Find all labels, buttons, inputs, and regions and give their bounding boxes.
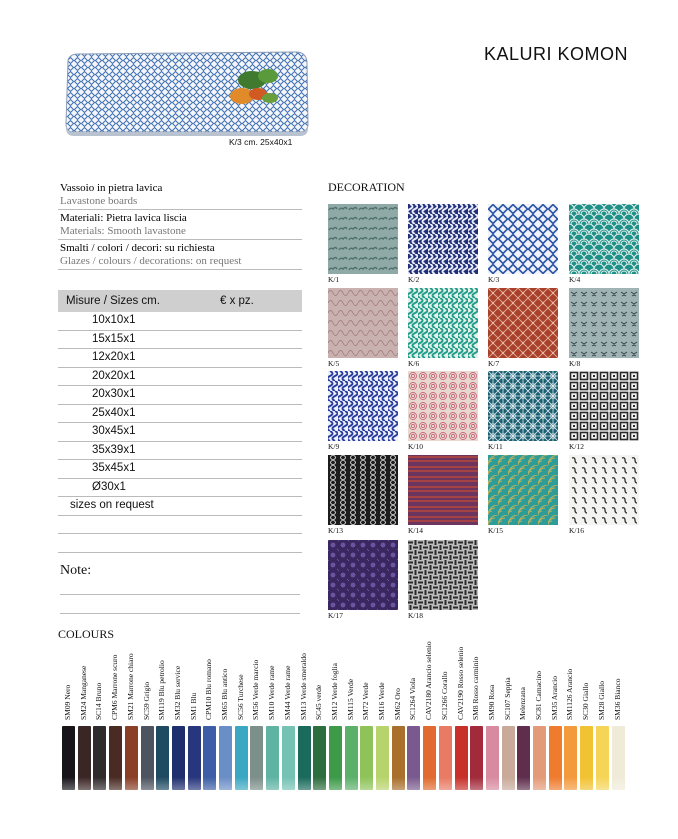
decoration-tile-label: K/15: [488, 526, 503, 535]
colour-name: SC1264 Viola: [408, 677, 418, 720]
colour-name: SM21 Marrone chiaro: [125, 653, 135, 720]
colour-swatch: [141, 726, 154, 790]
colour-swatch: [407, 726, 420, 790]
colour-name: CPM10 Blu romano: [204, 659, 214, 720]
colour-swatch: [329, 726, 342, 790]
colour-swatch: [188, 726, 201, 790]
decoration-tile-label: K/10: [408, 442, 423, 451]
colour-swatch: [219, 726, 232, 790]
colour-swatch: [376, 726, 389, 790]
colour-swatch: [298, 726, 311, 790]
decoration-tile-label: K/2: [408, 275, 420, 284]
size-row: 20x20x1: [58, 368, 302, 387]
size-row: 35x39x1: [58, 442, 302, 461]
colour-swatch: [612, 726, 625, 790]
colour-name: SM56 Verde marcio: [251, 659, 261, 720]
decoration-tile-label: K/9: [328, 442, 340, 451]
colour-name: SM8 Rosso carminio: [471, 656, 481, 720]
colour-swatch: [470, 726, 483, 790]
decoration-tile: [408, 204, 478, 274]
colour-name: SM13 Verde smeraldo: [298, 653, 308, 720]
colour-name: SM09 Nero: [63, 684, 72, 720]
colour-name: SC107 Seppia: [502, 677, 512, 720]
tray-photo: [60, 50, 310, 140]
tray-caption: K/3 cm. 25x40x1: [229, 137, 293, 147]
colour-name: SM10 Verde rame: [267, 665, 277, 720]
colour-swatch: [282, 726, 295, 790]
decoration-title: DECORATION: [328, 180, 405, 194]
colour-swatch: [502, 726, 515, 790]
description-it: Vassoio in pietra lavica: [60, 182, 163, 194]
description-en: Lavastone boards: [60, 195, 138, 207]
size-row: 25x40x1: [58, 405, 302, 424]
colour-name: SM24 Manganese: [78, 665, 88, 720]
decoration-tile-label: K/13: [328, 526, 343, 535]
colour-name: SC45 verde: [314, 684, 324, 720]
colour-swatch: [486, 726, 499, 790]
decoration-tile: [408, 455, 478, 525]
size-row-blank: [58, 516, 302, 535]
colour-swatch: [235, 726, 248, 790]
decoration-tile-label: K/4: [569, 275, 581, 284]
colour-name: SM72 Verde: [361, 682, 371, 720]
colour-swatch: [266, 726, 279, 790]
decoration-tile: [488, 204, 558, 274]
decoration-tile-label: K/3: [488, 275, 500, 284]
colour-name: SM12 Verde foglia: [329, 663, 339, 720]
decoration-tile: [328, 204, 398, 274]
sizes-table: [58, 290, 302, 553]
size-row-on-request: sizes on request: [58, 497, 302, 516]
colour-swatch: [109, 726, 122, 790]
sizes-header: [58, 290, 302, 312]
size-row: Ø30x1: [58, 479, 302, 498]
decoration-tile: [569, 371, 639, 441]
colour-swatch: [596, 726, 609, 790]
description-en: Glazes / colours / decorations: on request: [60, 255, 242, 267]
colour-swatch: [93, 726, 106, 790]
decoration-tile: [569, 288, 639, 358]
description-it: Smalti / colori / decori: su richiesta: [60, 242, 215, 254]
colour-name: SM44 Verde rame: [282, 665, 292, 720]
colour-name: SM62 Oro: [392, 688, 402, 720]
sizes-header-price: € x pz.: [220, 295, 254, 307]
decoration-tile: [569, 204, 639, 274]
colour-swatch: [423, 726, 436, 790]
colour-name: SM119 Blu petrolio: [157, 660, 167, 720]
description-row: [58, 180, 302, 210]
description-row: [58, 210, 302, 240]
decoration-tile: [328, 540, 398, 610]
colour-name: SC81 Camacino: [534, 671, 543, 720]
decoration-tile-label: K/18: [408, 611, 423, 620]
colour-name: SM16 Verde: [377, 682, 386, 720]
colour-swatch: [439, 726, 452, 790]
decoration-tile: [408, 288, 478, 358]
colour-name: SM65 Blu antico: [220, 668, 229, 720]
note-label: Note:: [60, 563, 92, 578]
note-line: [60, 613, 300, 614]
colour-swatch: [78, 726, 91, 790]
decoration-tile: [488, 455, 558, 525]
description-en: Materials: Smooth lavastone: [60, 225, 186, 237]
decoration-tile-label: K/7: [488, 359, 500, 368]
colour-name: SM1126 Arancio: [565, 668, 575, 720]
colour-swatch: [125, 726, 138, 790]
decoration-tile: [488, 288, 558, 358]
decoration-tile-label: K/8: [569, 359, 581, 368]
description-it: Materiali: Pietra lavica liscia: [60, 212, 187, 224]
size-row-blank: [58, 534, 302, 553]
size-row: 12x20x1: [58, 349, 302, 368]
decoration-tile-label: K/17: [328, 611, 343, 620]
page-title: KALURI KOMON: [484, 44, 629, 64]
colour-name: SM1 Blu: [188, 692, 198, 720]
size-row: 30x45x1: [58, 423, 302, 442]
colour-swatch: [345, 726, 358, 790]
colour-swatch: [313, 726, 326, 790]
decoration-tile: [408, 540, 478, 610]
decoration-tile: [328, 455, 398, 525]
colour-swatch: [455, 726, 468, 790]
colour-swatch: [156, 726, 169, 790]
colour-swatch: [203, 726, 216, 790]
decoration-tile-label: K/14: [408, 526, 423, 535]
colour-name: Melenzana: [518, 687, 528, 720]
colour-name: CPM6 Marrone scuro: [110, 654, 120, 720]
colour-swatch: [549, 726, 562, 790]
description-block: [58, 180, 302, 270]
description-row: [58, 240, 302, 270]
colour-name: CAV2180 Arancio selenio: [424, 641, 434, 720]
decoration-tile-label: K/11: [488, 442, 503, 451]
decoration-tile-label: K/1: [328, 275, 340, 284]
note-line: [60, 594, 300, 595]
colour-swatch: [533, 726, 546, 790]
decoration-tile-label: K/5: [328, 359, 340, 368]
colour-swatch: [517, 726, 530, 790]
colour-name: SM35 Arancio: [549, 676, 559, 720]
decoration-tile: [408, 371, 478, 441]
colour-name: SC56 Turchese: [235, 674, 245, 720]
colour-name: SC30 Giallo: [581, 682, 591, 720]
decoration-tile: [569, 455, 639, 525]
colour-name: SM28 Giallo: [596, 681, 606, 720]
colour-name: SM90 Rosa: [486, 684, 496, 720]
colour-swatch: [172, 726, 185, 790]
colour-swatch: [580, 726, 593, 790]
size-row: 15x15x1: [58, 331, 302, 350]
colour-swatch: [360, 726, 373, 790]
colour-swatch: [62, 726, 75, 790]
colours-title: COLOURS: [58, 627, 115, 641]
size-row: 35x45x1: [58, 460, 302, 479]
colour-swatch: [392, 726, 405, 790]
size-row: 10x10x1: [58, 312, 302, 331]
size-row: 20x30x1: [58, 386, 302, 405]
decoration-tile-label: K/6: [408, 359, 420, 368]
colour-swatch: [250, 726, 263, 790]
colour-name: SM32 Blu service: [172, 665, 182, 720]
decoration-tile: [488, 371, 558, 441]
colour-name: SC59 Grigio: [141, 681, 151, 720]
colour-name: SM115 Verde: [345, 678, 355, 720]
colour-name: SC1266 Corallo: [439, 671, 449, 720]
decoration-tile-label: K/12: [569, 442, 584, 451]
sizes-header-label: Misure / Sizes cm.: [66, 295, 160, 307]
colour-swatch: [564, 726, 577, 790]
colour-name: CAV2190 Rosso selenio: [455, 646, 465, 720]
colour-name: SC14 Bruno: [94, 682, 104, 720]
decoration-tile: [328, 371, 398, 441]
decoration-tile: [328, 288, 398, 358]
decoration-tile-label: K/16: [569, 526, 584, 535]
colour-name: SM36 Bianco: [612, 678, 622, 720]
